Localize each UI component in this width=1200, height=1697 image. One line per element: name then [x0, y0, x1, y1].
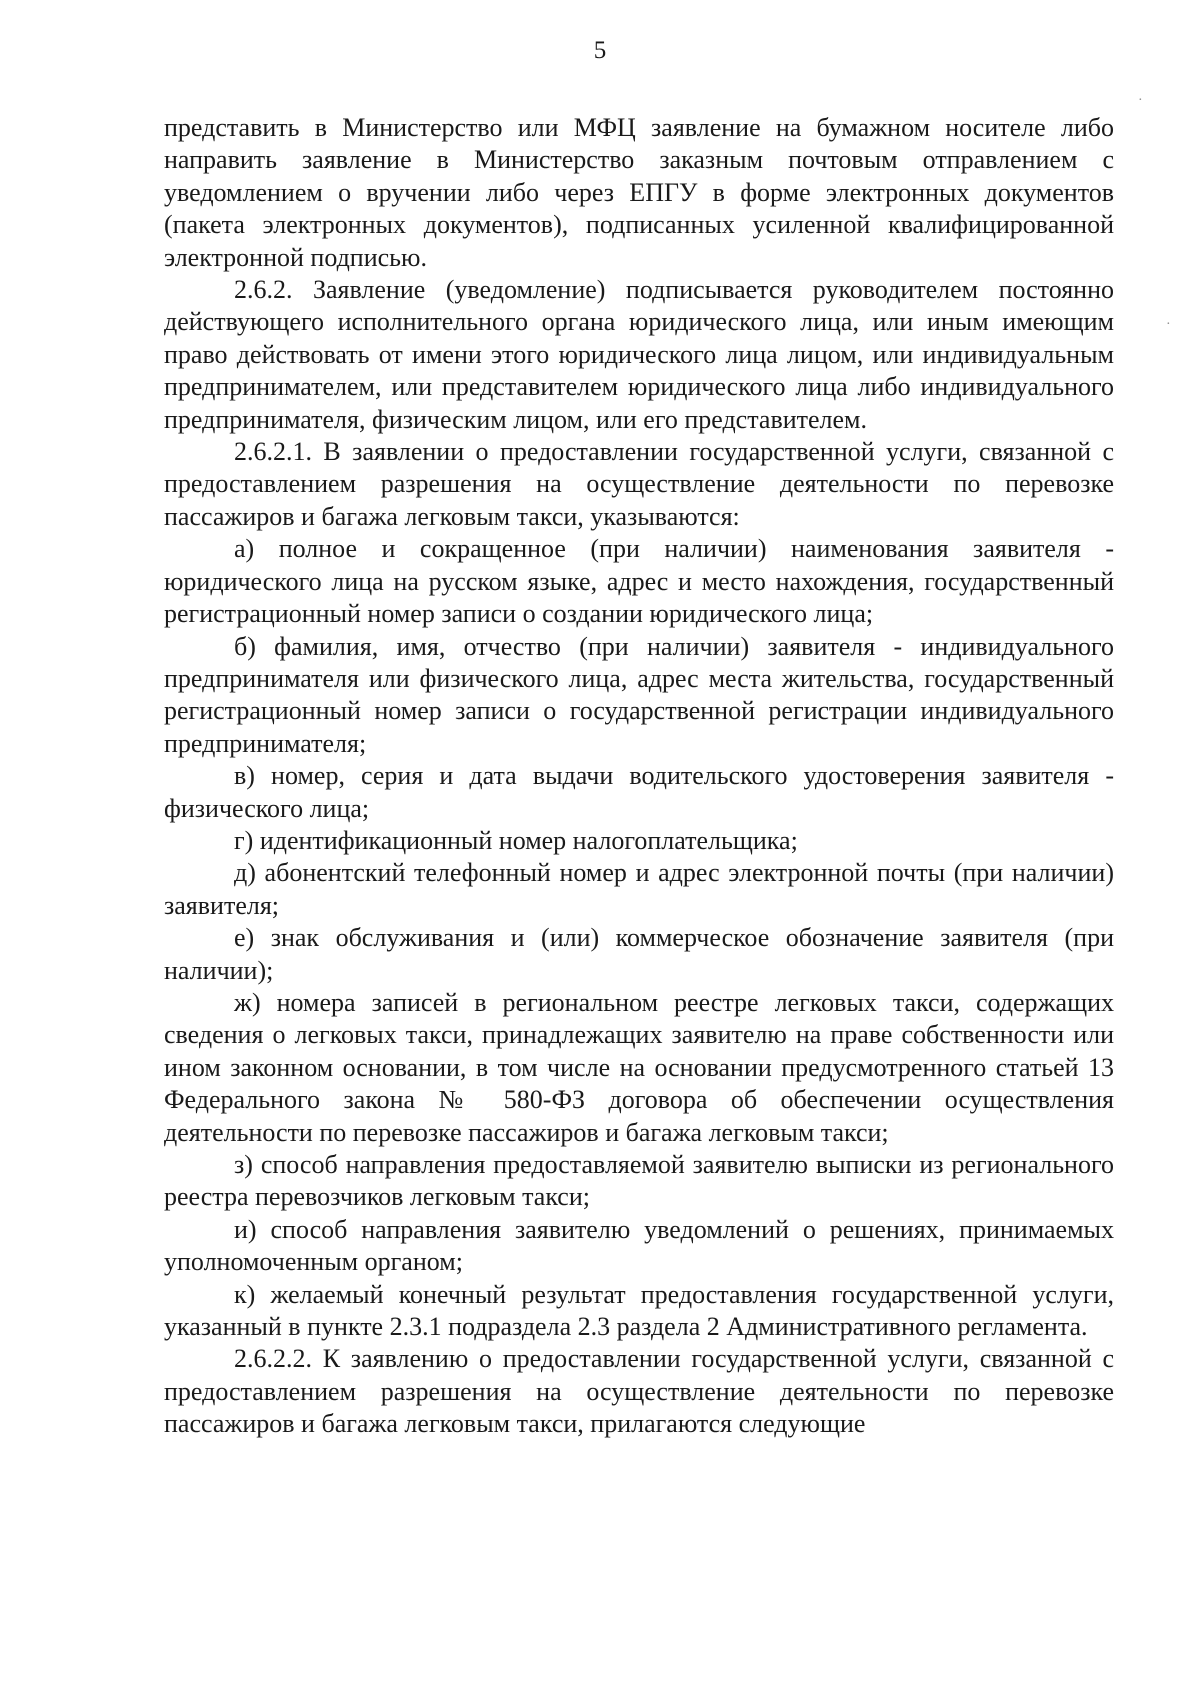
scan-speck: ·: [1138, 93, 1143, 108]
paragraph-2-6-2-1: 2.6.2.1. В заявлении о предоставлении государственной услуги, связанной с предоставлением разрешения на осуществление деятельности по перевозке пассажиров и багажа легковым такси, указываются:: [164, 437, 1114, 531]
list-item-b: б) фамилия, имя, отчество (при наличии) заявителя - индивидуального предпринимателя или физического лица, адрес места жительства, государственный регистрационный номер записи о государственной регистрации индивидуального предпринимателя;: [164, 631, 1114, 758]
page-number: 5: [593, 37, 607, 64]
paragraph-2-6-2-2: 2.6.2.2. К заявлению о предоставлении государственной услуги, связанной с предоставлением разрешения на осуществление деятельности по перевозке пассажиров и багажа легковым такси, прилагаются следующие: [164, 1344, 1114, 1439]
list-item-d: д) абонентский телефонный номер и адрес электронной почты (при наличии) заявителя;: [164, 858, 1114, 920]
list-item-zh: ж) номера записей в региональном реестре легковых такси, содержащих сведения о легковых такси, принадлежащих заявителю на праве собственности или ином законном основании, в том числе на основании предусмотренного статьей 13 Федерального закона № 580-ФЗ договора об обеспечении осуществления деятельности по перевозке пассажиров и багажа легковым такси;: [164, 987, 1114, 1147]
paragraph-2-6-2: 2.6.2. Заявление (уведомление) подписывается руководителем постоянно действующего исполнительного органа юридического лица, или иным имеющим право действовать от имени этого юридического лица лицом, или индивидуальным предпринимателем, или представителем юридического лица либо индивидуального предпринимателя, физическим лицом, или его представителем.: [164, 275, 1114, 434]
list-item-e: е) знак обслуживания и (или) коммерческое обозначение заявителя (при наличии);: [164, 923, 1114, 985]
list-item-v: в) номер, серия и дата выдачи водительского удостоверения заявителя - физического лица;: [164, 761, 1114, 823]
scan-speck: ·: [1166, 317, 1171, 332]
list-item-k: к) желаемый конечный результат предоставления государственной услуги, указанный в пункте 2.3.1 подраздела 2.3 раздела 2 Административного регламента.: [164, 1279, 1114, 1342]
list-item-a: а) полное и сокращенное (при наличии) наименования заявителя - юридического лица на русском языке, адрес и место нахождения, государственный регистрационный номер записи о создании юридического лица;: [164, 534, 1114, 629]
list-item-g: г) идентификационный номер налогоплательщика;: [234, 825, 798, 855]
list-item-i: и) способ направления заявителю уведомлений о решениях, принимаемых уполномоченным органом;: [164, 1214, 1114, 1277]
list-item-z: з) способ направления предоставляемой заявителю выписки из регионального реестра перевозчиков легковым такси;: [164, 1150, 1114, 1212]
document-body: [164, 112, 1114, 1441]
paragraph-continuation: представить в Министерство или МФЦ заявление на бумажном носителе либо направить заявление в Министерство заказным почтовым отправлением с уведомлением о вручении либо через ЕПГУ в форме электронных документов (пакета электронных документов), подписанных усиленной квалифицированной электронной подписью.: [164, 113, 1114, 272]
